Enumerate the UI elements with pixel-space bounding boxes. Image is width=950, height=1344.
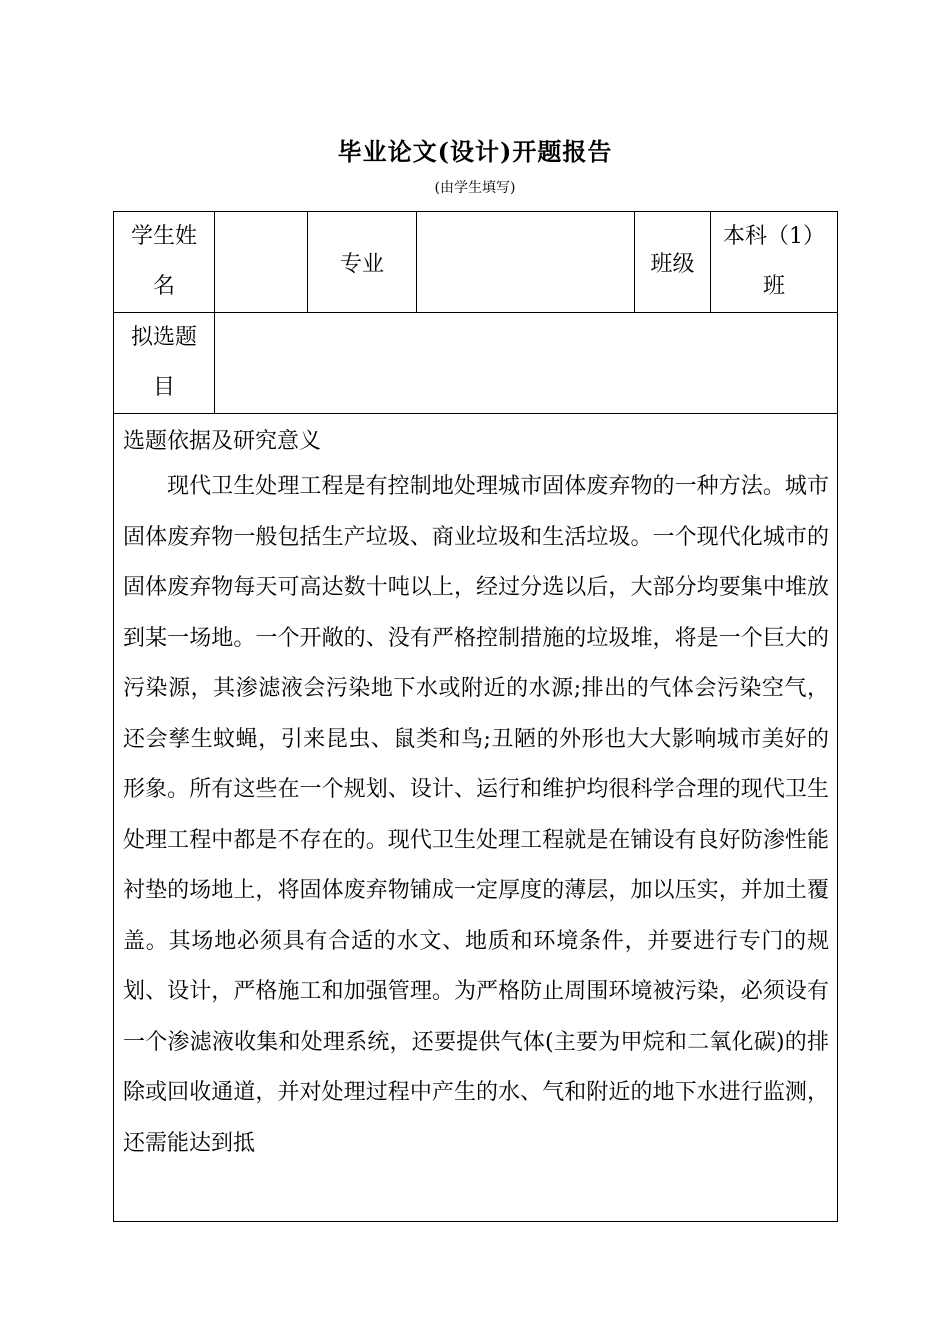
section-heading: 选题依据及研究意义 [123, 429, 322, 454]
class-field[interactable]: 本科（1）班 [711, 212, 838, 313]
document-subtitle: (由学生填写) [434, 180, 516, 196]
class-label: 班级 [635, 212, 711, 313]
topic-row [114, 313, 838, 414]
major-label: 专业 [308, 212, 417, 313]
rationale-paragraph: 现代卫生处理工程是有控制地处理城市固体废弃物的一种方法。城市固体废弃物一般包括生产垃圾、商业垃圾和生活垃圾。一个现代化城市的固体废弃物每天可高达数十吨以上，经过分选以后，大部分均要集中堆放到某一场地。一个开敞的、没有严格控制措施的垃圾堆，将是一个巨大的污染源，其渗滤液会污染地下水或附近的水源;排出的气体会污染空气，还会孳生蚊蝇，引来昆虫、鼠类和鸟;丑陋的外形也大大影响城市美好的形象。所有这些在一个规划、设计、运行和维护均很科学合理的现代卫生处理工程中都是不存在的。现代卫生处理工程就是在铺设有良好防渗性能衬垫的场地上，将固体废弃物铺成一定厚度的薄层，加以压实，并加土覆盖。其场地必须具有合适的水文、地质和环境条件，并要进行专门的规划、设计，严格施工和加强管理。为严格防止周围环境被污染，必须设有一个渗滤液收集和处理系统，还要提供气体(主要为甲烷和二氧化碳)的排除或回收通道，并对处理过程中产生的水、气和附近的地下水进行监测，还需能达到抵 [123, 474, 829, 1156]
student-info-row [114, 212, 838, 313]
topic-field[interactable] [215, 313, 838, 414]
topic-label: 拟选题目 [114, 313, 215, 414]
document-title: 毕业论文(设计)开题报告 [337, 137, 613, 166]
major-field[interactable] [417, 212, 635, 313]
rationale-cell[interactable] [114, 414, 838, 1222]
student-name-label: 学生姓名 [114, 212, 215, 313]
rationale-row [114, 414, 838, 1222]
proposal-form-table [113, 211, 838, 1222]
student-name-field[interactable] [215, 212, 308, 313]
